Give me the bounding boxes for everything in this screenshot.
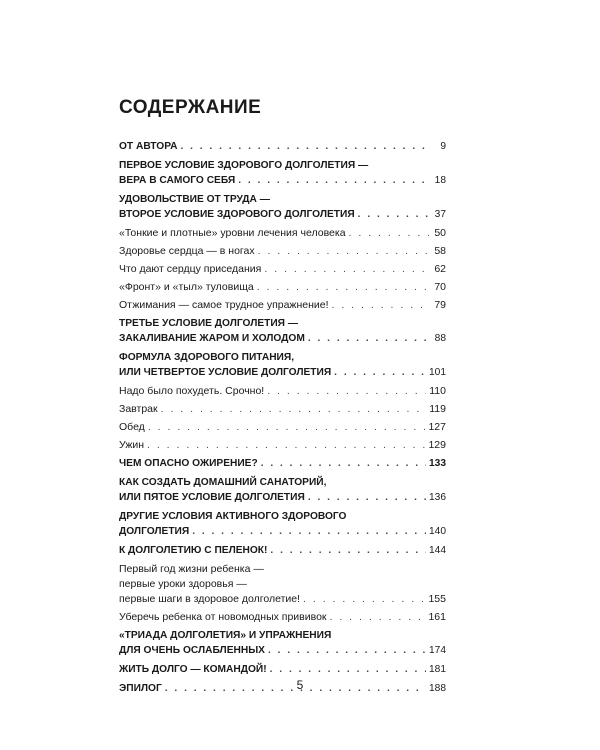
toc-page-number: 161 [428, 611, 446, 623]
toc-page-number: 88 [434, 333, 446, 344]
toc-entry [119, 562, 446, 607]
toc-entry-title: ДРУГИЕ УСЛОВИЯ АКТИВНОГО ЗДОРОВОГО [119, 511, 347, 522]
toc-entry-line [119, 316, 446, 331]
toc-entry [119, 226, 446, 241]
dot-leader [264, 262, 429, 277]
toc-entry [119, 316, 446, 346]
toc-entry [119, 158, 446, 188]
toc-entry [119, 438, 446, 453]
toc-entry-line [119, 139, 446, 154]
toc-entry-line [119, 207, 446, 222]
toc-entry-title: Надо было похудеть. Срочно! [119, 385, 265, 397]
toc-entry-line [119, 365, 446, 380]
toc-entry-line [119, 577, 446, 592]
toc-entry-title: ФОРМУЛА ЗДОРОВОГО ПИТАНИЯ, [119, 352, 295, 363]
toc-page-number: 79 [434, 299, 446, 311]
dot-leader [303, 592, 425, 607]
toc-entry-line [119, 280, 446, 295]
toc-entry-line [119, 192, 446, 207]
toc-entry [119, 139, 446, 154]
toc-entry-line [119, 490, 446, 505]
toc-entry-line [119, 543, 446, 558]
toc-entry-title: УДОВОЛЬСТВИЕ ОТ ТРУДА — [119, 194, 270, 205]
toc-entry-line [119, 173, 446, 188]
toc-entry-title: ЧЕМ ОПАСНО ОЖИРЕНИЕ? [119, 458, 258, 469]
toc-entry [119, 610, 446, 625]
dot-leader [147, 438, 425, 453]
toc-page-number: 144 [429, 545, 446, 556]
toc-entry-title: Ужин [119, 439, 145, 451]
toc-entry-title: К ДОЛГОЛЕТИЮ С ПЕЛЕНОК! [119, 545, 268, 556]
toc-entry-line [119, 475, 446, 490]
dot-leader [268, 643, 426, 658]
dot-leader [330, 610, 426, 625]
toc-entry [119, 420, 446, 435]
toc-entry [119, 475, 446, 505]
toc-entry-title: Первый год жизни ребенка — [119, 563, 264, 575]
toc-entry-line [119, 592, 446, 607]
dot-leader [270, 662, 426, 677]
toc-entry-title: ИЛИ ПЯТОЕ УСЛОВИЕ ДОЛГОЛЕТИЯ [119, 492, 305, 503]
toc-page-number: 140 [429, 526, 446, 537]
dot-leader [148, 420, 426, 435]
toc-entry-line [119, 402, 446, 417]
toc-entry-title: ЗАКАЛИВАНИЕ ЖАРОМ И ХОЛОДОМ [119, 333, 305, 344]
toc-page-number: 129 [428, 439, 446, 451]
dot-leader [332, 298, 429, 313]
toc-entry [119, 298, 446, 313]
toc-entry-line [119, 610, 446, 625]
toc-page-number: 70 [434, 281, 446, 293]
toc-entry [119, 350, 446, 380]
toc-entry-line [119, 662, 446, 677]
toc-entry-line [119, 226, 446, 241]
dot-leader [258, 244, 429, 259]
toc-entry-title: ЭПИЛОГ [119, 683, 162, 694]
toc-entry [119, 262, 446, 277]
toc-entry-line [119, 524, 446, 539]
dot-leader [349, 226, 429, 241]
toc-page-number: 188 [429, 683, 446, 694]
toc-entry [119, 402, 446, 417]
toc-entry-line [119, 158, 446, 173]
dot-leader [257, 280, 429, 295]
toc-entry [119, 244, 446, 259]
toc-entry-line [119, 350, 446, 365]
toc-page-number: 181 [429, 664, 446, 675]
toc-page-number: 18 [434, 175, 446, 186]
table-of-contents [119, 139, 446, 700]
toc-entry-title: первые шаги в здоровое долголетие! [119, 593, 301, 605]
toc-entry-title: ДЛЯ ОЧЕНЬ ОСЛАБЛЕННЫХ [119, 645, 265, 656]
dot-leader [238, 173, 429, 188]
toc-page-number: 62 [434, 263, 446, 275]
toc-entry-line [119, 262, 446, 277]
toc-entry-title: ЖИТЬ ДОЛГО — КОМАНДОЙ! [119, 664, 267, 675]
page-number: 5 [296, 678, 304, 692]
toc-entry-title: Завтрак [119, 403, 158, 415]
toc-entry-title: «ТРИАДА ДОЛГОЛЕТИЯ» И УПРАЖНЕНИЯ [119, 630, 332, 641]
toc-page-number: 174 [429, 645, 446, 656]
toc-entry [119, 384, 446, 399]
toc-entry-line [119, 244, 446, 259]
toc-entry-line [119, 509, 446, 524]
toc-entry-title: Отжимания — самое трудное упражнение! [119, 299, 329, 311]
toc-entry [119, 192, 446, 222]
toc-entry-line [119, 628, 446, 643]
toc-entry-line [119, 331, 446, 346]
toc-page-number: 101 [429, 367, 446, 378]
dot-leader [334, 365, 426, 380]
toc-entry-title: ВЕРА В САМОГО СЕБЯ [119, 175, 236, 186]
toc-entry-title: «Тонкие и плотные» уровни лечения человека [119, 227, 346, 239]
toc-entry-title: Уберечь ребенка от новомодных прививок [119, 611, 327, 623]
toc-entry-title: Здоровье сердца — в ногах [119, 245, 255, 257]
toc-page-number: 119 [429, 403, 446, 415]
toc-page-number: 127 [428, 421, 446, 433]
dot-leader [261, 456, 426, 471]
page-title: СОДЕРЖАНИЕ [119, 97, 262, 118]
toc-entry-title: ОТ АВТОРА [119, 141, 178, 152]
toc-entry [119, 456, 446, 471]
toc-entry-title: Что дают сердцу приседания [119, 263, 262, 275]
toc-entry-line [119, 456, 446, 471]
toc-page-number: 50 [434, 227, 446, 239]
toc-entry-title: Обед [119, 421, 145, 433]
toc-entry [119, 543, 446, 558]
toc-entry-title: ТРЕТЬЕ УСЛОВИЕ ДОЛГОЛЕТИЯ — [119, 318, 299, 329]
dot-leader [267, 384, 426, 399]
toc-entry [119, 280, 446, 295]
dot-leader [161, 402, 427, 417]
toc-entry-title: ДОЛГОЛЕТИЯ [119, 526, 190, 537]
toc-entry-line [119, 420, 446, 435]
toc-entry-title: КАК СОЗДАТЬ ДОМАШНИЙ САНАТОРИЙ, [119, 477, 327, 488]
toc-entry [119, 628, 446, 658]
toc-page-number: 37 [434, 209, 446, 220]
toc-entry [119, 509, 446, 539]
dot-leader [358, 207, 429, 222]
toc-entry-line [119, 643, 446, 658]
toc-entry [119, 662, 446, 677]
toc-entry-line [119, 298, 446, 313]
dot-leader [308, 331, 429, 346]
toc-entry-title: «Фронт» и «тыл» туловища [119, 281, 254, 293]
toc-entry-title: первые уроки здоровья — [119, 578, 247, 590]
toc-page-number: 155 [428, 593, 446, 605]
toc-page-number: 133 [429, 458, 446, 469]
dot-leader [270, 543, 426, 558]
toc-entry-title: ПЕРВОЕ УСЛОВИЕ ЗДОРОВОГО ДОЛГОЛЕТИЯ — [119, 160, 369, 171]
dot-leader [308, 490, 426, 505]
toc-page-number: 136 [429, 492, 446, 503]
toc-page-number: 9 [440, 141, 446, 152]
toc-entry-title: ВТОРОЕ УСЛОВИЕ ЗДОРОВОГО ДОЛГОЛЕТИЯ [119, 209, 355, 220]
toc-entry-title: ИЛИ ЧЕТВЕРТОЕ УСЛОВИЕ ДОЛГОЛЕТИЯ [119, 367, 332, 378]
toc-page-number: 58 [434, 245, 446, 257]
toc-page-number: 110 [429, 385, 446, 397]
toc-entry-line [119, 438, 446, 453]
toc-entry-line [119, 384, 446, 399]
dot-leader [192, 524, 426, 539]
toc-entry-line [119, 562, 446, 577]
dot-leader [180, 139, 429, 154]
